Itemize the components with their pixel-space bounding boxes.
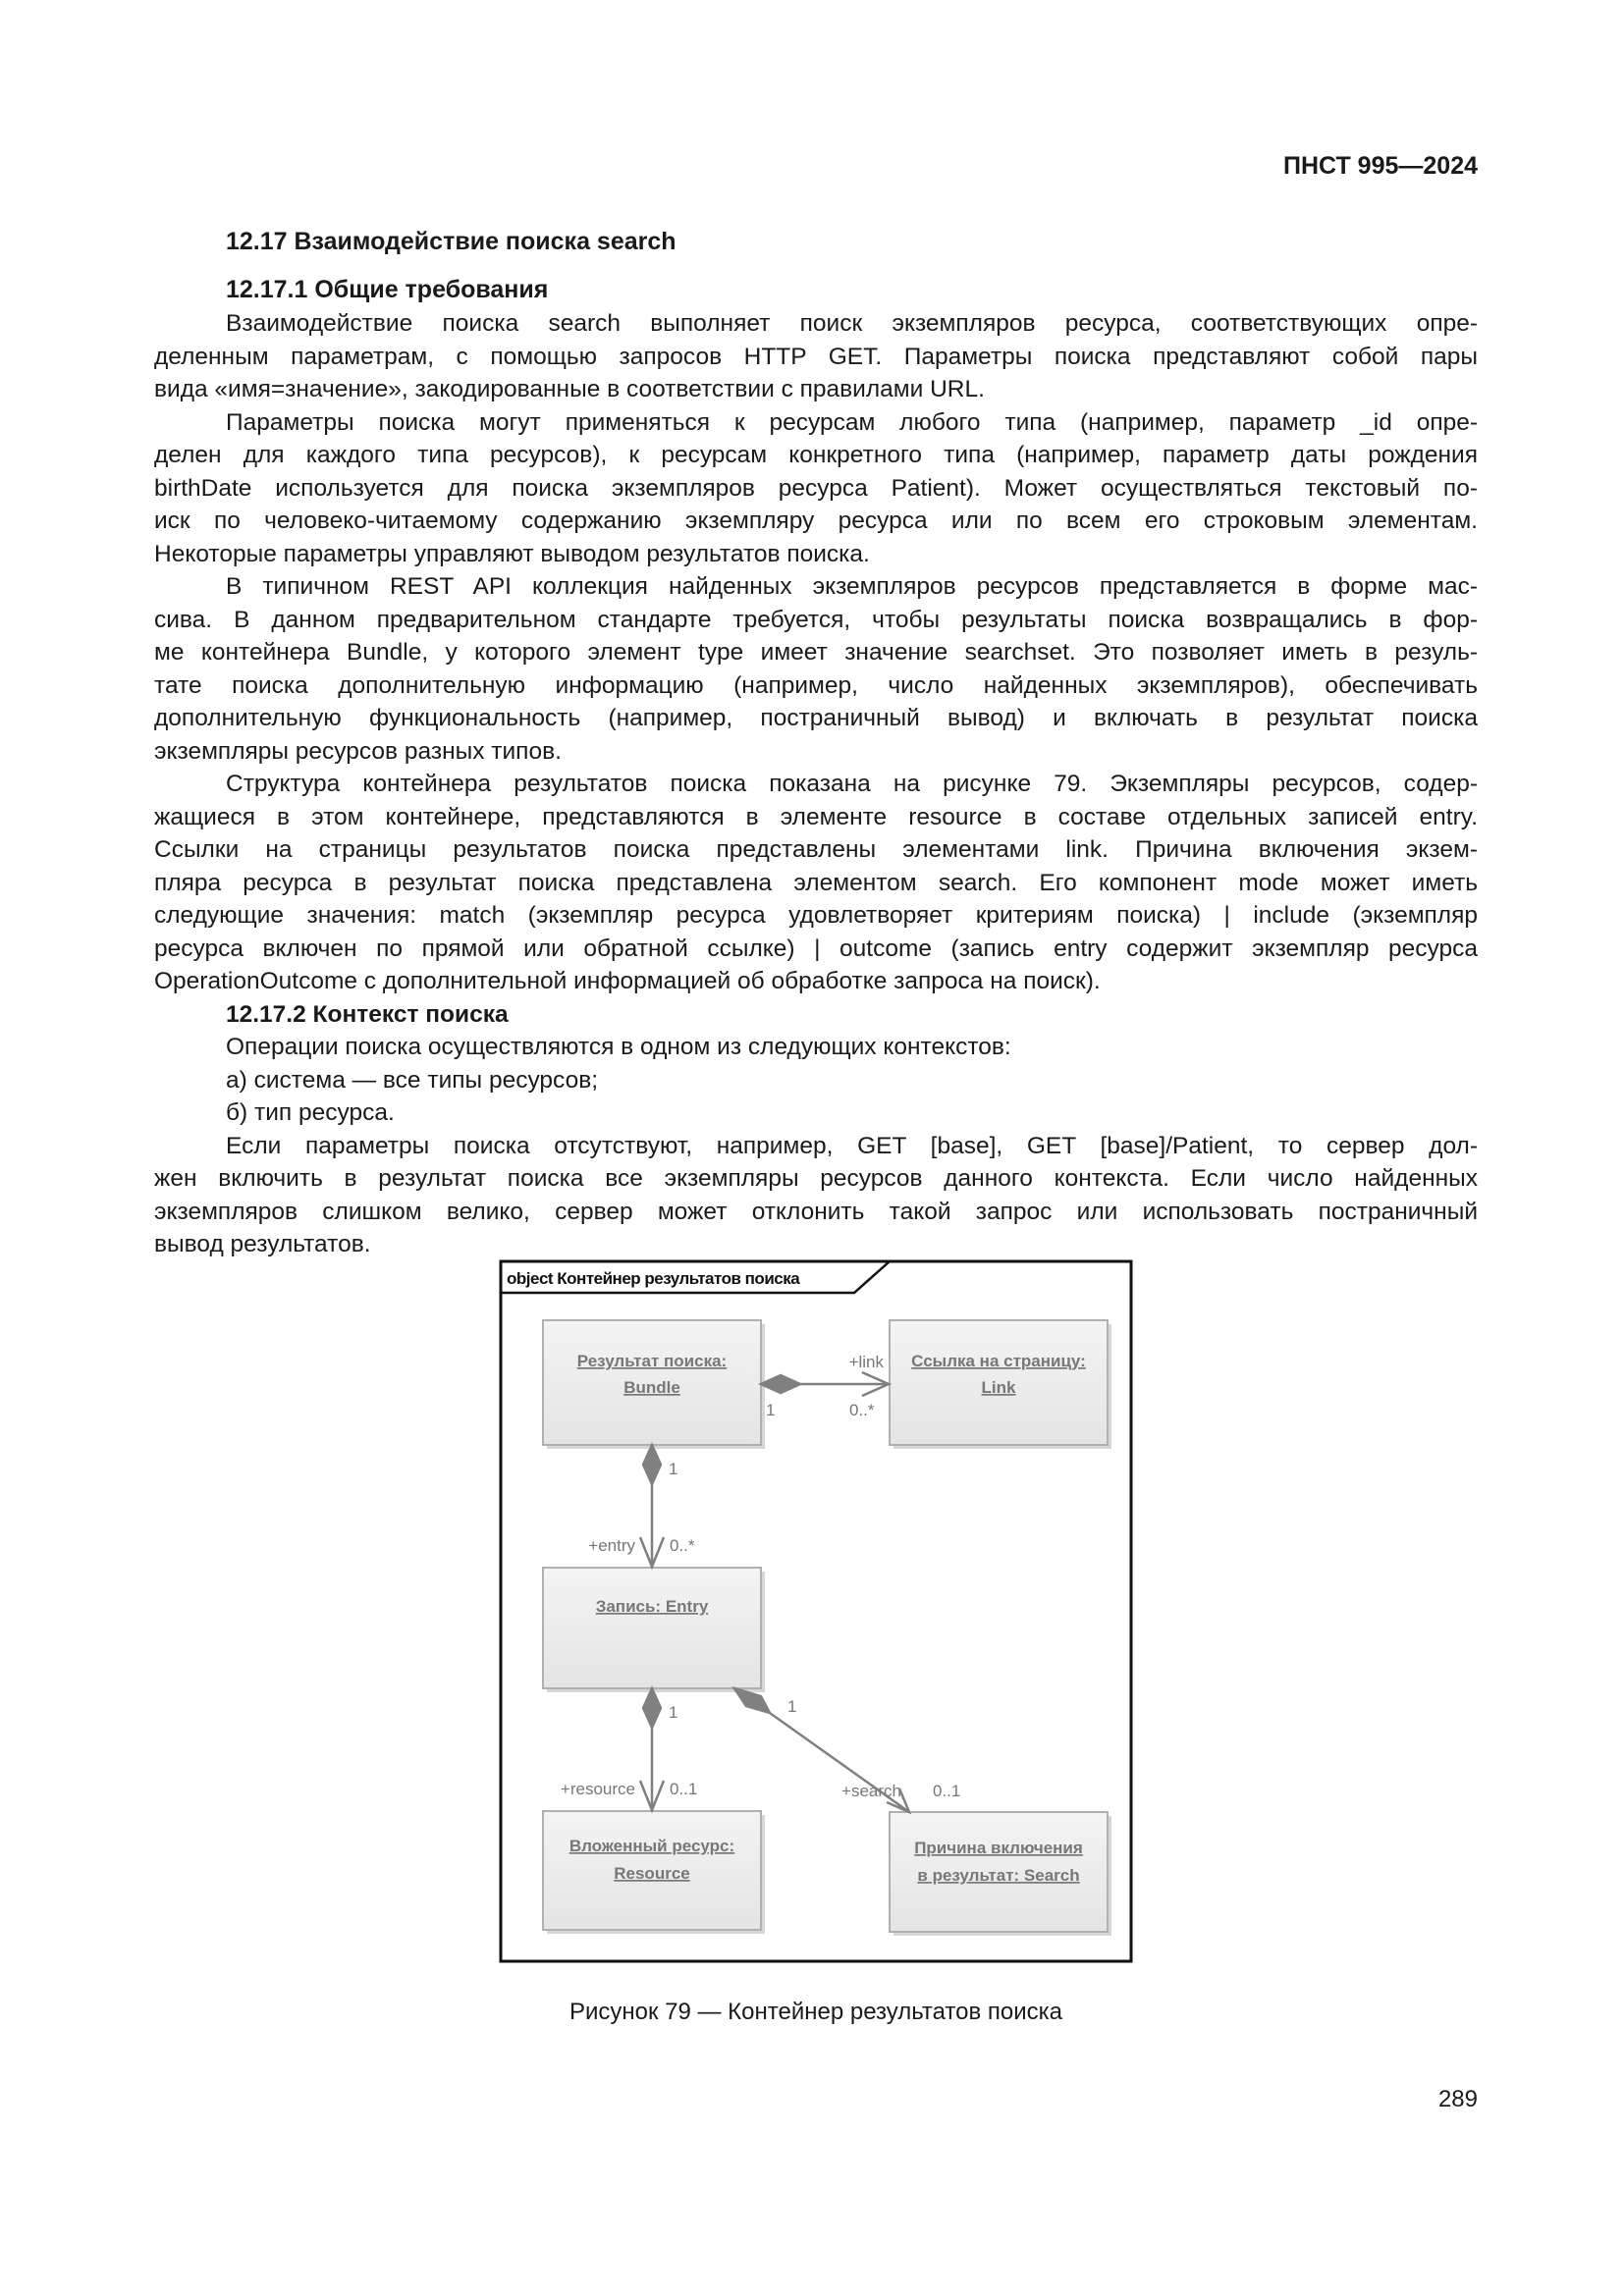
text-line: Операции поиска осуществляются в одном из следующих контекстов: [226, 1034, 1011, 1060]
box-search [890, 1812, 1111, 1936]
svg-text:1: 1 [669, 1460, 678, 1478]
box-entry [543, 1568, 765, 1692]
text-line: ресурса включен по прямой или обратной ссылке) | outcome (запись entry содержит экземпляр ресурса [154, 934, 1478, 962]
text-line: деленным параметрам, с помощью запросов HTTP GET. Параметры поиска представляют собой пары [154, 343, 1478, 370]
text-line: пляра ресурса в результат поиска представлена элементом search. Его компонент mode может иметь [154, 869, 1478, 896]
figure-caption: Рисунок 79 — Контейнер результатов поиска [568, 1999, 1063, 2025]
text-line: Взаимодействие поиска search выполняет поиск экземпляров ресурса, соответствующих опре- [226, 310, 1478, 337]
svg-text:+resource: +resource [560, 1780, 635, 1798]
frame-title: object Контейнер результатов поиска [507, 1269, 800, 1288]
document-id: ПНСТ 995—2024 [1283, 152, 1478, 180]
svg-text:1: 1 [766, 1401, 776, 1419]
text-line: экземпляров слишком велико, сервер может отклонить такой запрос или использовать постраничный [154, 1198, 1478, 1225]
svg-text:1: 1 [787, 1697, 797, 1716]
subsection-title: 12.17.1 Общие требования [226, 276, 549, 303]
svg-text:Запись: Entry: Запись: Entry [595, 1597, 709, 1616]
text-line: экземпляры ресурсов разных типов. [154, 737, 562, 765]
text-line: следующие значения: match (экземпляр ресурса удовлетворяет критериям поиска) | include (экземпляр [154, 902, 1478, 929]
svg-text:+link: +link [848, 1353, 884, 1371]
text-line: В типичном REST API коллекция найденных экземпляров ресурсов представляется в форме мас- [226, 573, 1478, 600]
text-line: сива. В данном предварительном стандарте требуется, чтобы результаты поиска возвращались в фор- [154, 606, 1478, 633]
text-line: жен включить в результат поиска все экземпляры ресурсов данного контекста. Если число найденных [154, 1165, 1478, 1192]
svg-text:0..*: 0..* [670, 1536, 695, 1555]
svg-text:Результат поиска:: Результат поиска: [576, 1352, 728, 1370]
text-line: тате поиска дополнительную информацию (например, число найденных экземпляров), обеспечивать [154, 671, 1478, 699]
text-line: ме контейнера Bundle, у которого элемент type имеет значение searchset. Это позволяет иметь в резуль- [154, 639, 1478, 666]
svg-text:Вложенный ресурс:: Вложенный ресурс: [568, 1837, 735, 1855]
text-line: Параметры поиска могут применяться к ресурсам любого типа (например, параметр _id опре- [226, 408, 1478, 436]
text-line: Если параметры поиска отсутствуют, например, GET [base], GET [base]/Patient, то сервер дол- [226, 1132, 1478, 1159]
svg-text:Ссылка на страницу:: Ссылка на страницу: [911, 1352, 1086, 1370]
section-title: 12.17 Взаимодействие поиска search [226, 228, 677, 255]
svg-text:0..1: 0..1 [933, 1782, 961, 1800]
page-number: 289 [1437, 2086, 1478, 2112]
text-line: а) система — все типы ресурсов; [226, 1066, 599, 1094]
text-line: Структура контейнера результатов поиска показана на рисунке 79. Экземпляры ресурсов, содер- [226, 771, 1478, 797]
text-line: иск по человеко-читаемому содержанию экземпляру ресурса или по всем его строковым элементам. [154, 507, 1478, 534]
text-line: жащиеся в этом контейнере, представляются в элементе resource в составе отдельных записей entry. [154, 803, 1478, 830]
svg-text:0..*: 0..* [849, 1401, 875, 1419]
text-line: делен для каждого типа ресурсов), к ресурсам конкретного типа (например, параметр даты рождения [154, 442, 1478, 468]
svg-text:Bundle: Bundle [623, 1378, 680, 1397]
text-line: Ссылки на страницы результатов поиска представлены элементами link. Причина включения экзем- [154, 836, 1478, 863]
box-resource [543, 1811, 765, 1934]
svg-text:+entry: +entry [588, 1536, 635, 1555]
svg-text:1: 1 [669, 1703, 678, 1722]
text-line: вывод результатов. [154, 1231, 371, 1257]
text-line: дополнительную функциональность (например, постраничный вывод) и включать в результат поиска [154, 705, 1478, 731]
text-line: Некоторые параметры управляют выводом результатов поиска. [154, 540, 870, 567]
svg-text:Причина включения: Причина включения [914, 1839, 1083, 1857]
box-bundle [543, 1320, 765, 1449]
text-line: birthDate используется для поиска экземпляров ресурса Patient). Может осуществляться текстовый по- [154, 474, 1478, 502]
svg-text:Resource: Resource [614, 1864, 690, 1883]
text-line: вида «имя=значение», закодированные в соответствии с правилами URL. [154, 376, 985, 402]
svg-text:+search: +search [841, 1782, 901, 1800]
svg-text:0..1: 0..1 [670, 1780, 698, 1798]
text-line: OperationOutcome с дополнительной информацией об обработке запроса на поиск). [154, 968, 1101, 994]
box-link [890, 1320, 1111, 1449]
svg-text:Link: Link [981, 1378, 1016, 1397]
svg-text:в результат: Search: в результат: Search [917, 1866, 1080, 1885]
text-line: б) тип ресурса. [226, 1099, 395, 1126]
subsection-heading: 12.17.2 Контекст поиска [226, 1000, 509, 1028]
